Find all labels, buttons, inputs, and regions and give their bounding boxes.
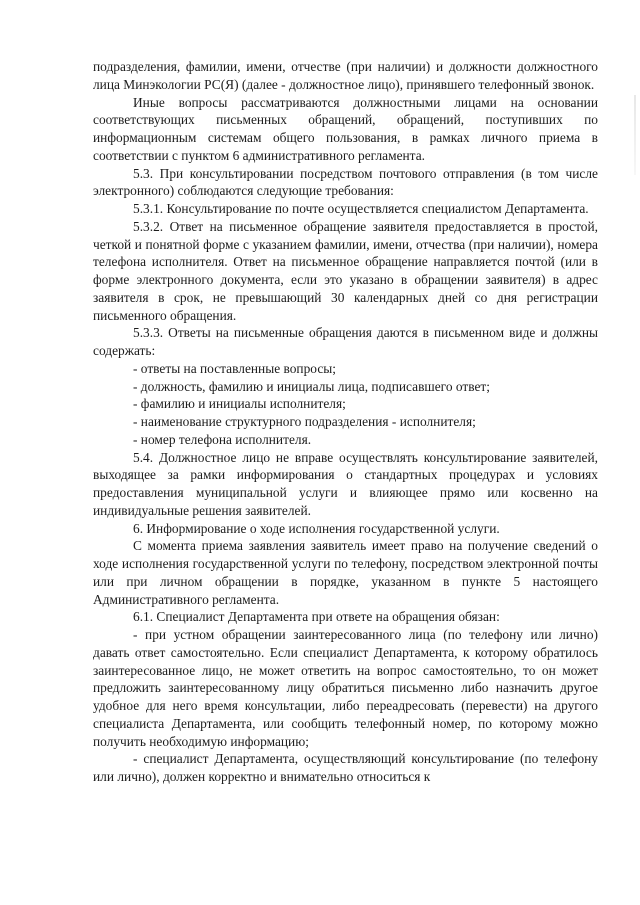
list-item: - фамилию и инициалы исполнителя; xyxy=(133,396,346,412)
paragraph: подразделения, фамилии, имени, отчестве (при наличии) и должности должностного лица Минэкологии РС(Я) (далее - должностное лицо), принявшего телефонный звонок. xyxy=(93,59,598,92)
list-item: - при устном обращении заинтересованного лица (по телефону или лично) давать ответ самостоятельно. Если специалист Департамента, к которому обратилось заинтересованное лицо, не может ответить на вопрос самостоятельно, то он может предложить заинтересованному лицу обратиться письменно либо назначить другое удобное для него время консультации, либо переадресовать (перевести) на другого специалиста Департамента, или сообщить телефонный номер, по которому можно получить необходимую информацию; xyxy=(93,627,598,749)
paragraph: 6. Информирование о ходе исполнения государственной услуги. xyxy=(133,520,500,536)
paragraph: 5.3.1. Консультирование по почте осуществляется специалистом Департамента. xyxy=(133,201,589,216)
list-item: - ответы на поставленные вопросы; xyxy=(133,360,336,376)
list-item: - специалист Департамента, осуществляющий консультирование (по телефону или лично), должен корректно и внимательно относиться к xyxy=(93,751,598,784)
paragraph: 5.4. Должностное лицо не вправе осуществлять консультирование заявителей, выходящее за рамки информирования о стандартных процедурах и условиях предоставления муниципальной услуги и влияющее прямо или косвенно на индивидуальные решения заявителей. xyxy=(93,449,598,518)
scan-edge-shadow xyxy=(634,95,636,175)
paragraph: С момента приема заявления заявитель имеет право на получение сведений о ходе исполнения государственной услуги по телефону, посредством электронной почты или при личном обращении в порядке, указанном в пункте 5 настоящего Административного регламента. xyxy=(93,538,598,607)
paragraph: 5.3.3. Ответы на письменные обращения даются в письменном виде и должны содержать: xyxy=(93,325,598,358)
paragraph: 5.3.2. Ответ на письменное обращение заявителя предоставляется в простой, четкой и понятной форме с указанием фамилии, имени, отчества (при наличии), номера телефона исполнителя. Ответ на письменное обращение направляется почтой (или в форме электронного документа, если это указано в обращении заявителя) в адрес заявителя в срок, не превышающий 30 календарных дней со дня регистрации письменного обращения. xyxy=(93,218,598,323)
list-item: - номер телефона исполнителя. xyxy=(133,431,312,447)
list-item: - наименование структурного подразделения - исполнителя; xyxy=(133,414,476,429)
paragraph: Иные вопросы рассматриваются должностными лицами на основании соответствующих письменных обращений, обращений, поступивших по информационным системам общего пользования, в рамках личного приема в соответствии с пунктом 6 административного регламента. xyxy=(93,94,598,163)
paragraph: 6.1. Специалист Департамента при ответе на обращения обязан: xyxy=(133,609,500,625)
paragraph: 5.3. При консультировании посредством почтового отправления (в том числе электронного) соблюдаются следующие требования: xyxy=(93,165,598,199)
list-item: - должность, фамилию и инициалы лица, подписавшего ответ; xyxy=(133,378,490,394)
document-body xyxy=(93,58,598,786)
